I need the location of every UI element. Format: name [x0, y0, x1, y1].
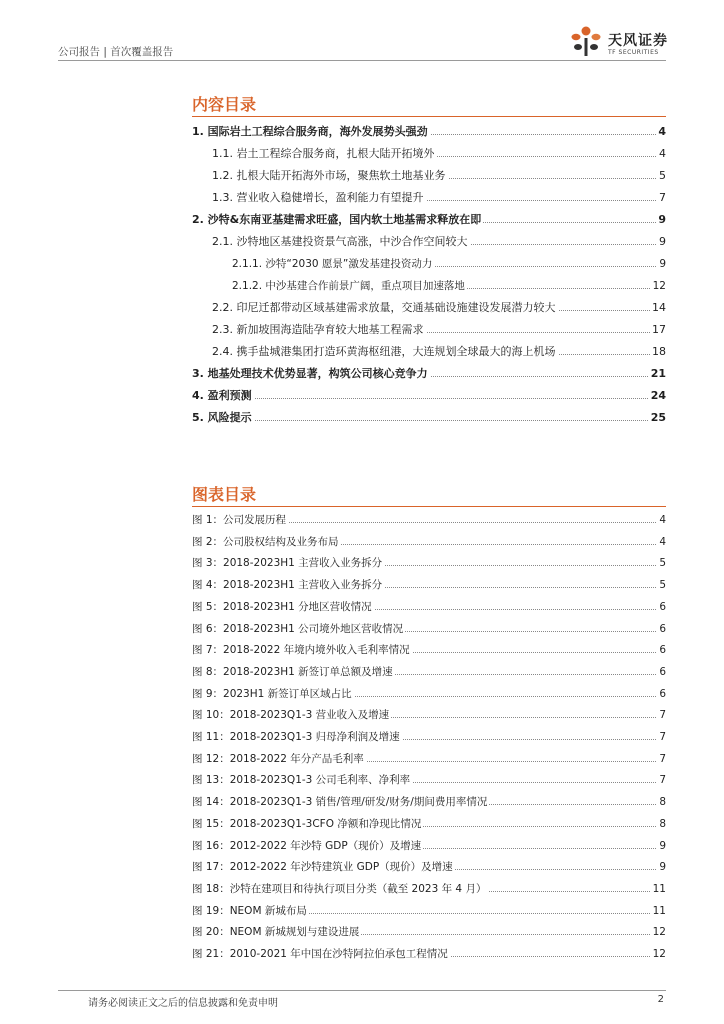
brand-name-en: TF SECURITIES: [608, 49, 659, 56]
toc-entry[interactable]: [0, 122, 724, 142]
figure-entry-label: 图 2：公司股权结构及业务布局: [192, 535, 339, 548]
figure-entry[interactable]: [0, 770, 724, 790]
figure-entry-page: 7: [659, 731, 666, 743]
figure-entry-label: 图 3：2018-2023H1 主营收入业务拆分: [192, 557, 383, 570]
toc-entry[interactable]: [0, 276, 724, 296]
figure-entry[interactable]: [0, 619, 724, 639]
toc-entry[interactable]: [0, 144, 724, 164]
toc-entry-label: 2.3. 新加坡围海造陆孕育较大地基工程需求: [212, 323, 424, 336]
toc-entry-label: 1.1. 岩土工程综合服务商，扎根大陆开拓境外: [212, 147, 435, 160]
figure-entry-label: 图 17：2012-2022 年沙特建筑业 GDP（现价）及增速: [192, 861, 453, 874]
toc-title-rule: [192, 116, 666, 117]
toc-entry-label: 1.2. 扎根大陆开拓海外市场，聚焦软土地基业务: [212, 169, 446, 182]
figure-list-title: 图表目录: [192, 485, 257, 504]
figure-entry-label: 图 20：NEOM 新城规划与建设进展: [192, 926, 360, 939]
figure-entry-page: 5: [659, 579, 666, 592]
toc-entry-page: 25: [650, 411, 666, 424]
figure-entry[interactable]: [0, 857, 724, 877]
toc-entry-page: 4: [659, 147, 666, 160]
figure-entry-label: 图 15：2018-2023Q1-3CFO 净额和净现比情况: [192, 817, 422, 830]
figure-list-title-rule: [192, 506, 666, 507]
toc-entry-page: 18: [652, 345, 666, 358]
toc-entry-page: 4: [658, 125, 666, 138]
figure-entry[interactable]: [0, 944, 724, 964]
figure-entry[interactable]: [0, 575, 724, 595]
toc-entry-label: 2.4. 携手盐城港集团打造环黄海枢纽港，大连规划全球最大的海上机场: [212, 345, 556, 358]
figure-entry-page: 4: [659, 514, 666, 526]
brand-name-cn: 天风证券: [608, 33, 668, 49]
toc-entry[interactable]: [0, 408, 724, 428]
toc-entry-page: 12: [652, 280, 666, 292]
toc-entry-label: 4. 盈利预测: [192, 389, 252, 402]
toc-entry-page: 21: [650, 367, 666, 380]
figure-entry-page: 6: [659, 665, 666, 678]
figure-entry-page: 6: [659, 687, 666, 700]
toc-entry[interactable]: [0, 188, 724, 208]
figure-entry[interactable]: [0, 879, 724, 899]
toc-entry[interactable]: [0, 254, 724, 274]
toc-entry-label: 2. 沙特&东南亚基建需求旺盛，国内软土地基需求释放在即: [192, 213, 482, 226]
figure-entry-label: 图 10：2018-2023Q1-3 营业收入及增速: [192, 709, 390, 722]
figure-entry-page: 12: [652, 948, 666, 960]
brand-logo: [566, 22, 676, 62]
figure-entry[interactable]: [0, 705, 724, 725]
toc-entry-page: 9: [659, 235, 666, 248]
toc-entry-page: 24: [650, 389, 666, 402]
toc-entry-label: 3. 地基处理技术优势显著，构筑公司核心竞争力: [192, 367, 428, 380]
toc-entry-leader: [192, 420, 666, 421]
figure-entry-label: 图 4：2018-2023H1 主营收入业务拆分: [192, 579, 383, 592]
page-number: 2: [657, 994, 664, 1005]
footer-divider: [58, 990, 666, 991]
figure-entry[interactable]: [0, 662, 724, 682]
figure-entry-label: 图 13：2018-2023Q1-3 公司毛利率、净利率: [192, 774, 411, 787]
figure-entry-label: 图 14：2018-2023Q1-3 销售/管理/研发/财务/期间费用率情况: [192, 796, 488, 809]
figure-entry-page: 6: [659, 622, 666, 635]
figure-entry-page: 6: [659, 644, 666, 657]
figure-entry[interactable]: [0, 640, 724, 660]
toc-entry[interactable]: [0, 298, 724, 318]
toc-entry-label: 2.1.2. 中沙基建合作前景广阔，重点项目加速落地: [232, 280, 465, 292]
figure-entry-label: 图 18：沙特在建项目和待执行项目分类（截至 2023 年 4 月）: [192, 882, 487, 895]
toc-entry-page: 9: [658, 213, 666, 226]
toc-entry[interactable]: [0, 342, 724, 362]
figure-entry-label: 图 16：2012-2022 年沙特 GDP（现价）及增速: [192, 839, 422, 852]
figure-entry-page: 11: [652, 904, 666, 917]
figure-entry[interactable]: [0, 532, 724, 552]
figure-entry[interactable]: [0, 684, 724, 704]
toc-entry-label: 2.1. 沙特地区基建投资景气高涨，中沙合作空间较大: [212, 235, 468, 248]
figure-entry-page: 6: [659, 600, 666, 613]
figure-entry-label: 图 7：2018-2022 年境内境外收入毛利率情况: [192, 644, 410, 657]
toc-entry[interactable]: [0, 386, 724, 406]
figure-entry[interactable]: [0, 510, 724, 530]
toc-entry-label: 2.1.1. 沙特“2030 愿景”激发基建投资动力: [232, 258, 433, 270]
toc-title: 内容目录: [192, 95, 257, 114]
figure-entry[interactable]: [0, 727, 724, 747]
figure-entry[interactable]: [0, 814, 724, 834]
figure-entry-label: 图 19：NEOM 新城布局: [192, 904, 307, 917]
figure-entry-page: 8: [659, 817, 666, 830]
figure-entry-label: 图 9：2023H1 新签订单区域占比: [192, 687, 352, 700]
figure-entry-label: 图 5：2018-2023H1 分地区营收情况: [192, 600, 372, 613]
figure-entry-label: 图 8：2018-2023H1 新签订单总额及增速: [192, 665, 393, 678]
figure-entry-page: 8: [659, 796, 666, 809]
figure-entry[interactable]: [0, 597, 724, 617]
figure-entry-label: 图 21：2010-2021 年中国在沙特阿拉伯承包工程情况: [192, 948, 448, 960]
toc-entry-label: 2.2. 印尼迁都带动区域基建需求放量，交通基础设施建设发展潜力较大: [212, 301, 556, 314]
footer-disclaimer: 请务必阅读正文之后的信息披露和免责申明: [88, 998, 278, 1009]
figure-entry-label: 图 1：公司发展历程: [192, 514, 287, 526]
toc-entry-page: 5: [659, 169, 666, 182]
figure-entry[interactable]: [0, 836, 724, 856]
figure-entry[interactable]: [0, 922, 724, 942]
figure-entry-label: 图 11：2018-2023Q1-3 归母净利润及增速: [192, 731, 400, 743]
toc-entry-label: 1.3. 营业收入稳健增长，盈利能力有望提升: [212, 191, 424, 204]
breadcrumb: 公司报告 | 首次覆盖报告: [58, 46, 174, 58]
figure-entry[interactable]: [0, 749, 724, 769]
figure-entry-page: 9: [659, 861, 666, 874]
toc-entry-page: 7: [659, 191, 666, 204]
page-header: [0, 0, 724, 64]
figure-entry-page: 7: [659, 774, 666, 787]
toc-entry[interactable]: [0, 320, 724, 340]
toc-entry[interactable]: [0, 210, 724, 230]
toc-entry-page: 9: [659, 258, 666, 270]
figure-entry[interactable]: [0, 792, 724, 812]
figure-entry-label: 图 6：2018-2023H1 公司境外地区营收情况: [192, 622, 404, 635]
toc-entry-page: 14: [652, 301, 666, 314]
toc-entry[interactable]: [0, 364, 724, 384]
toc-entry-label: 1. 国际岩土工程综合服务商，海外发展势头强劲: [192, 125, 428, 138]
toc-entry-leader: [192, 398, 666, 399]
figure-entry-page: 7: [659, 752, 666, 765]
figure-entry-page: 4: [659, 535, 666, 548]
figure-entry-page: 9: [659, 839, 666, 852]
flower-logo-icon: [566, 22, 606, 62]
figure-entry-page: 7: [659, 709, 666, 722]
figure-entry[interactable]: [0, 553, 724, 573]
toc-entry-page: 17: [652, 323, 666, 336]
figure-entry[interactable]: [0, 901, 724, 921]
toc-entry[interactable]: [0, 166, 724, 186]
figure-entry-label: 图 12：2018-2022 年分产品毛利率: [192, 752, 364, 765]
toc-entry[interactable]: [0, 232, 724, 252]
figure-entry-page: 5: [659, 557, 666, 570]
figure-entry-page: 12: [652, 926, 666, 939]
toc-entry-label: 5. 风险提示: [192, 411, 252, 424]
figure-entry-page: 11: [652, 882, 666, 895]
